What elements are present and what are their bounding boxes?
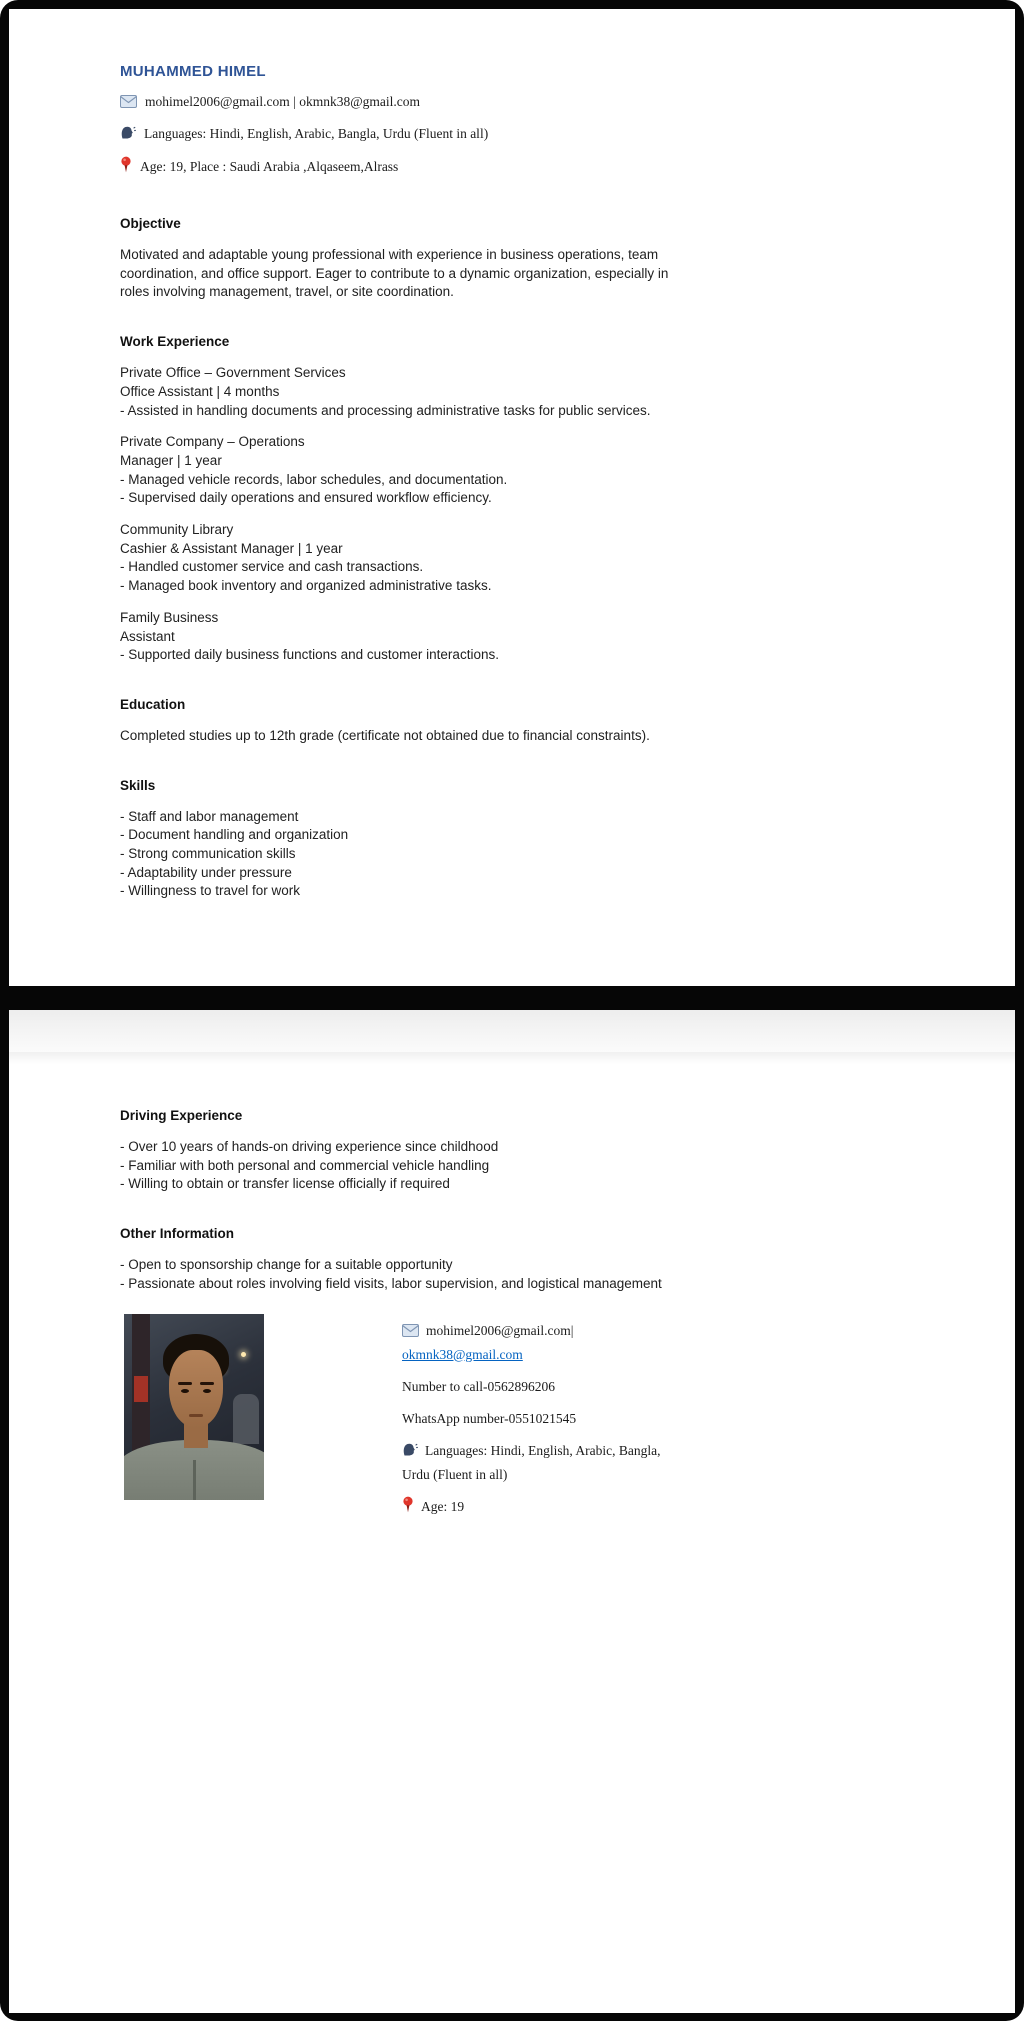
contact-age-line: [402, 1496, 674, 1520]
photo-contact-row: [120, 1314, 915, 1530]
contact-languages-line: [402, 1440, 674, 1486]
photo-eye: [203, 1389, 211, 1393]
job-role: Assistant: [120, 628, 175, 644]
photo-eye: [181, 1389, 189, 1393]
job-bullet: - Handled customer service and cash transactions.: [120, 559, 424, 575]
other-item: - Open to sponsorship change for a suitable opportunity: [120, 1257, 453, 1273]
email-link[interactable]: okmnk38@gmail.com: [402, 1346, 523, 1362]
round-pushpin-icon: [402, 1496, 414, 1520]
photo-eyebrow: [200, 1382, 214, 1385]
contact-block: [120, 92, 915, 179]
driving-item: - Over 10 years of hands-on driving experience since childhood: [120, 1139, 499, 1154]
skill-item: - Strong communication skills: [120, 846, 296, 862]
section-heading-skills: Skills: [120, 777, 156, 793]
job-bullet: - Supervised daily operations and ensured workflow efficiency.: [120, 490, 492, 506]
other-information-list: [120, 1256, 840, 1293]
email-icon: [402, 1322, 419, 1344]
photo-eyebrow: [178, 1382, 192, 1385]
contact-whatsapp-line: WhatsApp number-0551021545: [402, 1410, 577, 1426]
job-entry: [120, 433, 840, 508]
job-entry: [120, 364, 840, 420]
skill-item: - Adaptability under pressure: [120, 864, 292, 880]
photo-mouth: [189, 1414, 203, 1417]
job-bullet: - Managed book inventory and organized administrative tasks.: [120, 578, 492, 594]
contact-languages-text: Languages: Hindi, English, Arabic, Bangla, Urdu (Fluent in all): [144, 126, 489, 141]
education-body: Completed studies up to 12th grade (certificate not obtained due to financial constraints).: [120, 727, 650, 743]
speaking-head-icon: [120, 125, 136, 146]
job-title: Community Library: [120, 522, 234, 538]
contact-age-line: [120, 156, 915, 179]
section-heading-driving: Driving Experience: [120, 1108, 243, 1123]
contact-details-block: [402, 1314, 674, 1530]
resume-name: MUHAMMED HIMEL: [120, 63, 266, 80]
driving-item: - Willing to obtain or transfer license officially if required: [120, 1176, 450, 1192]
job-title: Private Office – Government Services: [120, 365, 346, 381]
contact-email-line: [402, 1320, 674, 1366]
skill-item: - Willingness to travel for work: [120, 883, 301, 899]
objective-body: Motivated and adaptable young professional with experience in business operations, team coordination, and office support. Eager to contribute to a dynamic organization, especially in roles involving management, travel, or site coordination.: [120, 247, 669, 300]
job-role: Cashier & Assistant Manager | 1 year: [120, 540, 343, 556]
portrait-photo: [124, 1314, 264, 1500]
section-heading-other-information: Other Information: [120, 1226, 234, 1242]
resume-page-2: [9, 1010, 1015, 2013]
job-entry: [120, 521, 840, 596]
contact-age-text: Age: 19: [421, 1498, 465, 1514]
driving-item: - Familiar with both personal and commercial vehicle handling: [120, 1157, 490, 1173]
skill-item: - Document handling and organization: [120, 827, 349, 843]
job-bullet: - Assisted in handling documents and processing administrative tasks for public services.: [120, 402, 651, 418]
contact-email-text: mohimel2006@gmail.com | okmnk38@gmail.com: [145, 94, 421, 109]
email-icon: [120, 94, 137, 114]
round-pushpin-icon: [120, 156, 132, 179]
job-bullet: - Managed vehicle records, labor schedules, and documentation.: [120, 471, 508, 487]
job-title: Private Company – Operations: [120, 434, 305, 450]
job-role: Manager | 1 year: [120, 452, 222, 468]
speaking-head-icon: [402, 1442, 418, 1464]
job-entry: [120, 609, 840, 665]
skill-item: - Staff and labor management: [120, 808, 299, 824]
resume-page-1: [9, 9, 1015, 986]
other-item: - Passionate about roles involving field visits, labor supervision, and logistical management: [120, 1275, 662, 1291]
photo-background-person: [233, 1394, 259, 1444]
section-heading-education: Education: [120, 696, 186, 712]
skills-list: [120, 808, 840, 902]
contact-email-line: [120, 92, 915, 114]
job-role: Office Assistant | 4 months: [120, 383, 280, 399]
photo-light: [241, 1352, 246, 1357]
contact-languages-text: Languages: Hindi, English, Arabic, Bangla, Urdu (Fluent in all): [402, 1442, 661, 1482]
job-bullet: - Supported daily business functions and customer interactions.: [120, 647, 499, 663]
section-heading-objective: Objective: [120, 216, 181, 231]
photo-hoodie-zip: [193, 1460, 196, 1500]
contact-languages-line: [120, 124, 915, 146]
contact-email-prefix: mohimel2006@gmail.com|: [426, 1322, 574, 1338]
contact-call-line: Number to call-0562896206: [402, 1378, 555, 1394]
section-heading-work-experience: Work Experience: [120, 334, 230, 350]
contact-age-text: Age: 19, Place : Saudi Arabia ,Alqaseem,Alrass: [140, 159, 399, 174]
driving-list: [120, 1138, 840, 1194]
photo-red-sign: [134, 1376, 148, 1402]
job-title: Family Business: [120, 609, 219, 625]
